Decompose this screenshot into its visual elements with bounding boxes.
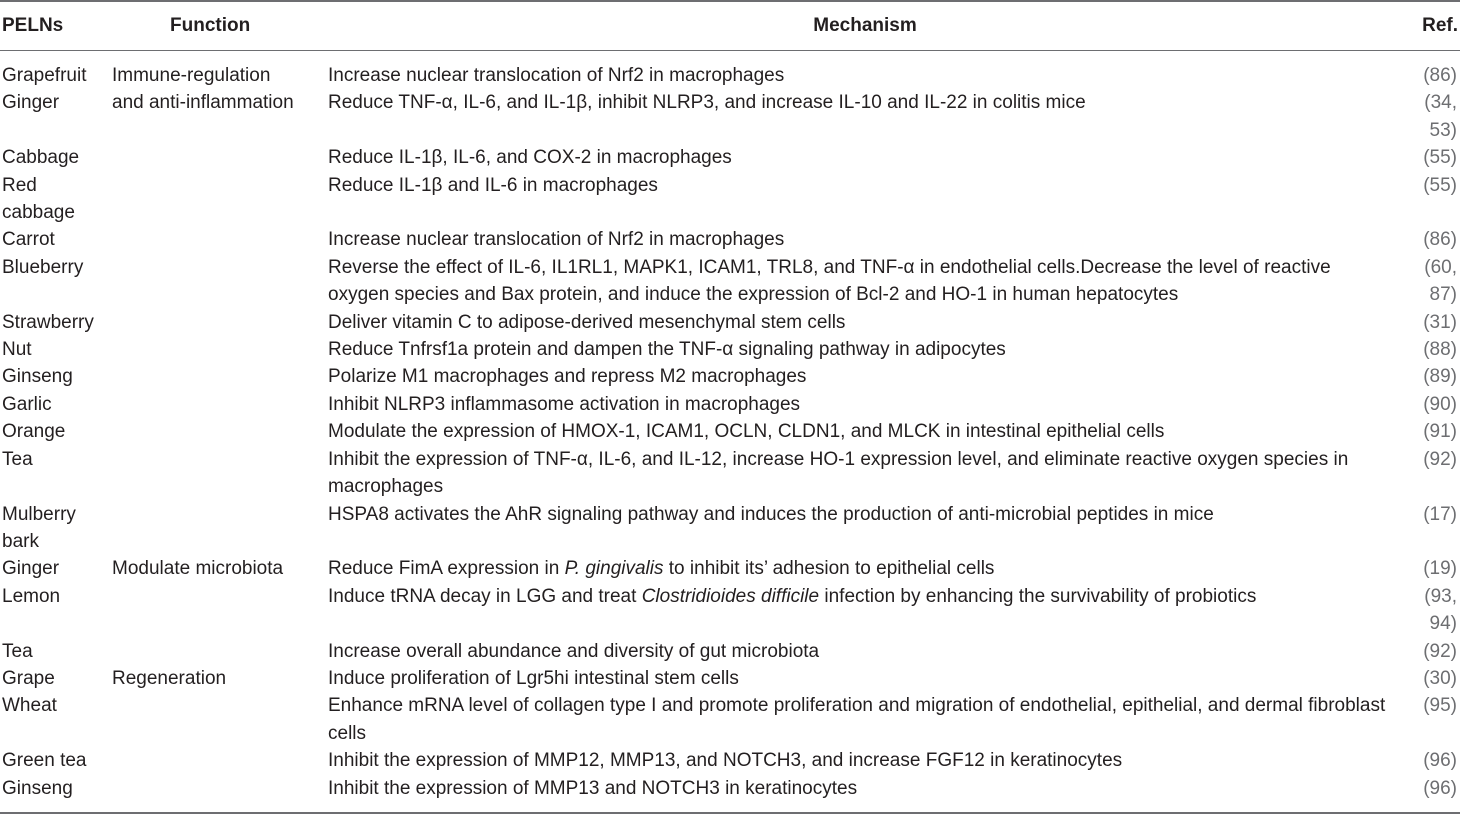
cell-function: and anti-inflammation bbox=[112, 92, 294, 114]
cell-ref: (17) bbox=[1423, 503, 1457, 525]
cell-ref: (31) bbox=[1423, 311, 1457, 333]
cell-plant: Ginseng bbox=[2, 366, 73, 388]
cell-ref: (88) bbox=[1423, 339, 1457, 361]
cell-mechanism: Reduce Tnfrsf1a protein and dampen the TNF-α signaling pathway in adipocytes bbox=[328, 339, 1006, 361]
cell-plant: Strawberry bbox=[2, 311, 94, 333]
table-row bbox=[0, 692, 1460, 747]
cell-plant: Garlic bbox=[2, 393, 52, 415]
cell-plant: Ginger bbox=[2, 558, 60, 580]
header-rule bbox=[0, 50, 1460, 51]
cell-plant: Tea bbox=[2, 448, 33, 470]
cell-mechanism: Induce proliferation of Lgr5hi intestinal stem cells bbox=[328, 667, 739, 689]
cell-plant: Ginger bbox=[2, 92, 60, 114]
table-row bbox=[0, 446, 1460, 501]
header-ref: Ref. bbox=[1422, 15, 1458, 36]
table-row bbox=[0, 775, 1460, 802]
table-top-rule bbox=[0, 0, 1460, 2]
cell-plant: Grapefruit bbox=[2, 65, 87, 86]
table-row bbox=[0, 501, 1460, 556]
table-row bbox=[0, 583, 1460, 638]
table-row bbox=[0, 665, 1460, 692]
cell-mechanism: Reduce IL-1β, IL-6, and COX-2 in macrophages bbox=[328, 147, 732, 169]
cell-ref: (55) bbox=[1423, 174, 1457, 196]
cell-mechanism: Reduce IL-1β and IL-6 in macrophages bbox=[328, 174, 658, 196]
cell-ref: (92) bbox=[1423, 448, 1457, 470]
cell-plant: Nut bbox=[2, 339, 32, 361]
cell-mechanism: Enhance mRNA level of collagen type I and promote proliferation and migration of endothelial, epithelial, and dermal fibroblast cells bbox=[328, 695, 1386, 744]
cell-plant: Cabbage bbox=[2, 147, 80, 169]
cell-plant: Ginseng bbox=[2, 777, 73, 799]
table-row bbox=[0, 172, 1460, 227]
cell-mechanism: Inhibit the expression of TNF-α, IL-6, and IL-12, increase HO-1 expression level, and eliminate reactive oxygen species in macrophages bbox=[328, 448, 1349, 498]
cell-ref: (92) bbox=[1423, 640, 1457, 662]
cell-mechanism: Modulate the expression of HMOX-1, ICAM1, OCLN, CLDN1, and MLCK in intestinal epithelial cells bbox=[328, 421, 1165, 443]
table-row bbox=[0, 144, 1460, 171]
cell-ref: (30) bbox=[1423, 667, 1457, 689]
table-row bbox=[0, 89, 1460, 144]
cell-plant: Wheat bbox=[2, 695, 57, 717]
cell-mechanism: Increase nuclear translocation of Nrf2 in macrophages bbox=[328, 229, 785, 251]
cell-plant: Carrot bbox=[2, 229, 55, 251]
table-row bbox=[0, 391, 1460, 418]
cell-ref: (55) bbox=[1423, 147, 1457, 169]
header-pelns: PELNs bbox=[2, 15, 64, 36]
table-row bbox=[0, 309, 1460, 336]
cell-function: Regeneration bbox=[112, 667, 227, 689]
cell-plant: Blueberry bbox=[2, 256, 84, 278]
table-row bbox=[0, 226, 1460, 253]
table-row bbox=[0, 747, 1460, 774]
cell-ref: (91) bbox=[1423, 421, 1457, 443]
table-row bbox=[0, 638, 1460, 665]
cell-ref: (86) bbox=[1423, 229, 1457, 251]
cell-ref: (89) bbox=[1423, 366, 1457, 388]
cell-ref: (93, 94) bbox=[1424, 585, 1457, 635]
cell-function: Immune-regulation bbox=[112, 65, 271, 86]
cell-plant: Mulberry bark bbox=[2, 503, 76, 552]
cell-plant: Green tea bbox=[2, 750, 87, 772]
cell-ref: (86) bbox=[1423, 65, 1457, 86]
cell-mechanism: Reduce FimA expression in P. gingivalis to inhibit its’ adhesion to epithelial cells bbox=[328, 558, 995, 580]
table-row bbox=[0, 418, 1460, 445]
cell-plant: Grape bbox=[2, 667, 55, 689]
table-row bbox=[0, 336, 1460, 363]
cell-mechanism: Reverse the effect of IL-6, IL1RL1, MAPK1, ICAM1, TRL8, and TNF-α in endothelial cells.Decrease the level of reactive oxygen species and Bax protein, and induce the expression of Bcl-2 and HO-1 in human hepatocytes bbox=[328, 256, 1331, 306]
table-body bbox=[0, 62, 1460, 802]
cell-ref: (95) bbox=[1423, 695, 1457, 717]
cell-ref: (96) bbox=[1423, 750, 1457, 772]
cell-ref: (90) bbox=[1423, 393, 1457, 415]
cell-plant: Tea bbox=[2, 640, 33, 662]
table-row bbox=[0, 62, 1460, 89]
cell-mechanism: Reduce TNF-α, IL-6, and IL-1β, inhibit NLRP3, and increase IL-10 and IL-22 in colitis mice bbox=[328, 92, 1086, 114]
cell-mechanism: Inhibit the expression of MMP12, MMP13, and NOTCH3, and increase FGF12 in keratinocytes bbox=[328, 750, 1123, 772]
table-row bbox=[0, 254, 1460, 309]
cell-plant: Orange bbox=[2, 421, 66, 443]
cell-mechanism: Deliver vitamin C to adipose-derived mesenchymal stem cells bbox=[328, 311, 846, 333]
cell-mechanism: Inhibit the expression of MMP13 and NOTCH3 in keratinocytes bbox=[328, 777, 858, 799]
cell-mechanism: Polarize M1 macrophages and repress M2 macrophages bbox=[328, 366, 807, 388]
header-mechanism: Mechanism bbox=[813, 15, 917, 36]
cell-plant: Lemon bbox=[2, 585, 61, 607]
cell-mechanism: Inhibit NLRP3 inflammasome activation in macrophages bbox=[328, 393, 801, 415]
cell-function: Modulate microbiota bbox=[112, 558, 284, 580]
cell-ref: (60, 87) bbox=[1424, 256, 1457, 306]
table-row bbox=[0, 555, 1460, 582]
table-row bbox=[0, 363, 1460, 390]
table-bottom-rule bbox=[0, 812, 1460, 814]
cell-ref: (19) bbox=[1423, 558, 1457, 580]
cell-plant: Red cabbage bbox=[2, 174, 75, 224]
cell-mechanism: Induce tRNA decay in LGG and treat Clostridioides difficile infection by enhancing the survivability of probiotics bbox=[328, 585, 1257, 607]
header-function: Function bbox=[170, 15, 251, 36]
cell-mechanism: HSPA8 activates the AhR signaling pathway and induces the production of anti-microbial peptides in mice bbox=[328, 503, 1214, 525]
cell-mechanism: Increase overall abundance and diversity of gut microbiota bbox=[328, 640, 820, 662]
cell-ref: (34, 53) bbox=[1424, 92, 1457, 141]
cell-ref: (96) bbox=[1423, 777, 1457, 799]
cell-mechanism: Increase nuclear translocation of Nrf2 in macrophages bbox=[328, 65, 785, 86]
